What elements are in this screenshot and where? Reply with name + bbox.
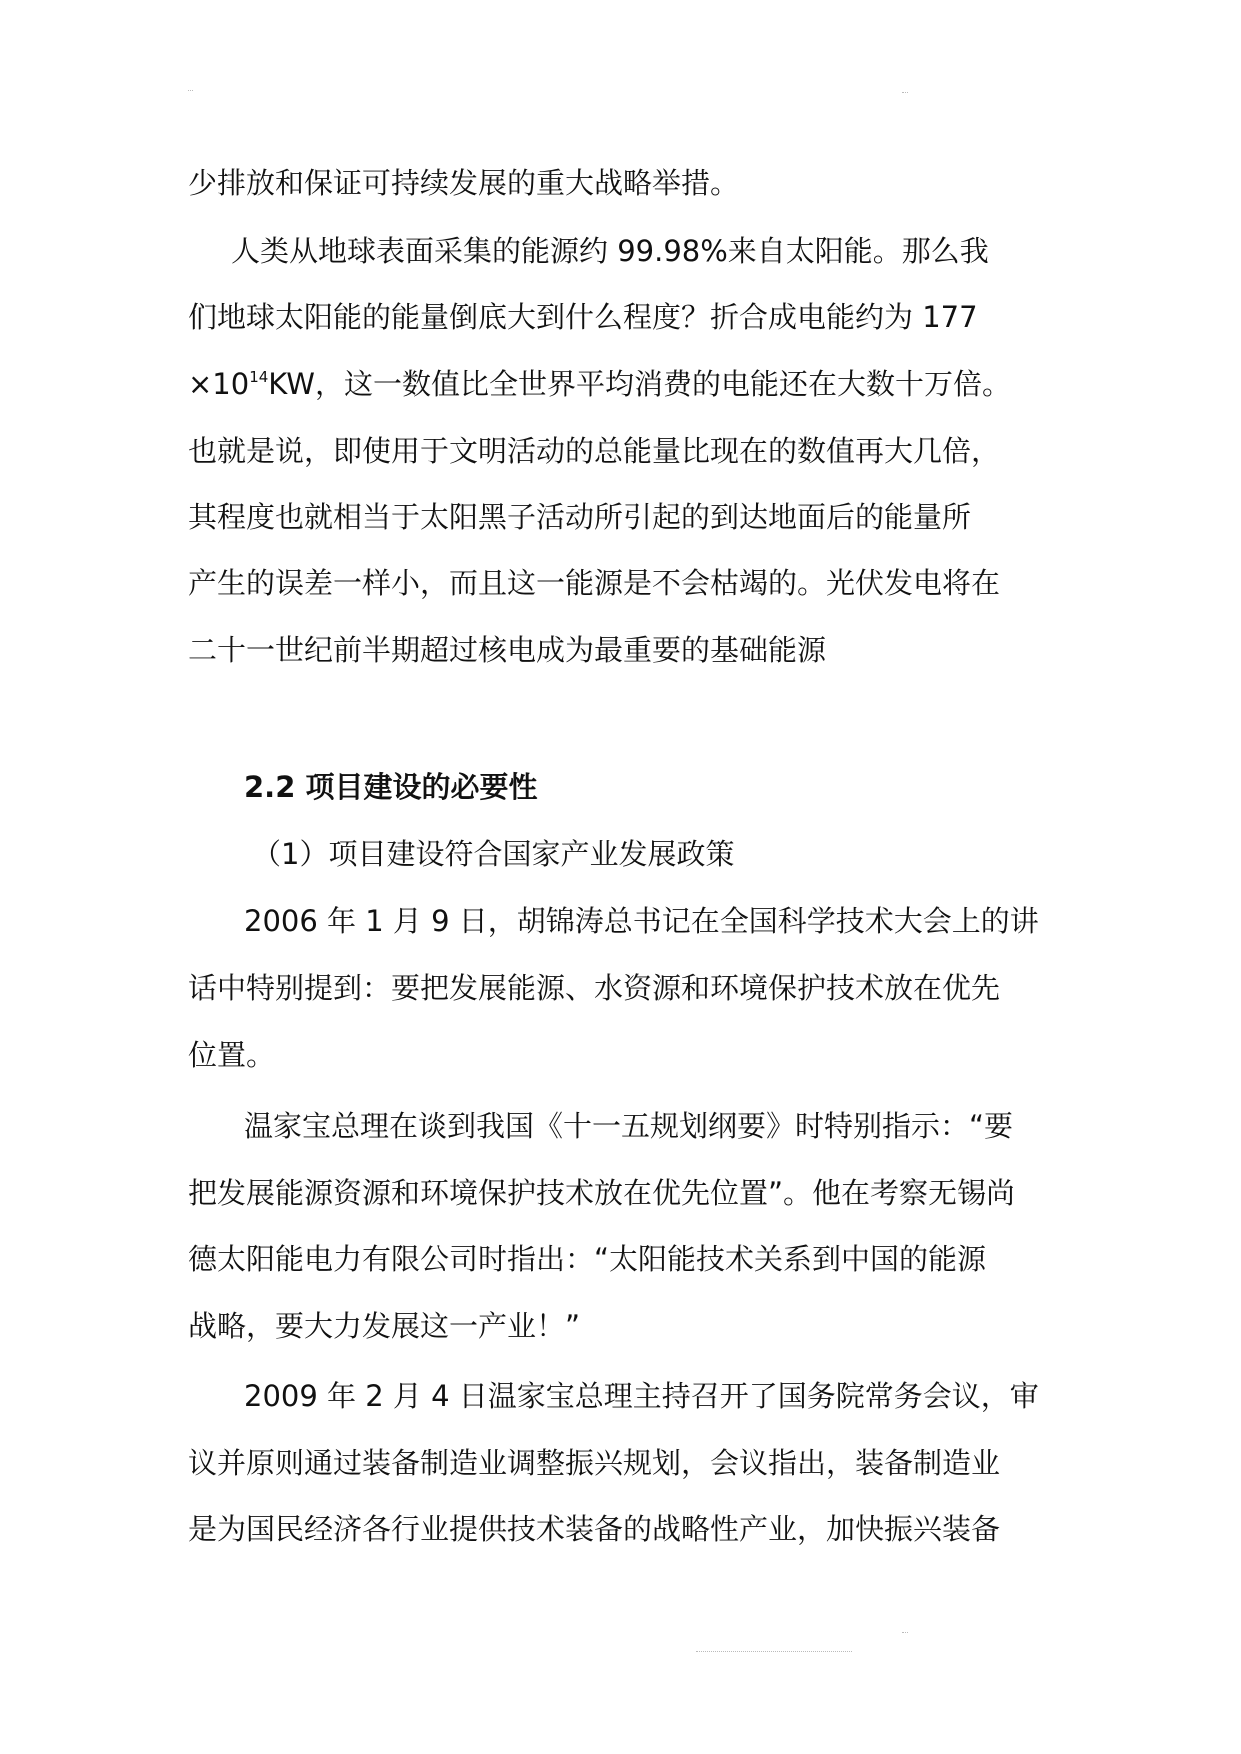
solar-line-2: 们地球太阳能的能量倒底大到什么程度？折合成电能约为 177 bbox=[188, 300, 978, 334]
p2009-line-2: 议并原则通过装备制造业调整振兴规划，会议指出，装备制造业 bbox=[188, 1446, 1001, 1480]
footer-mark-right bbox=[902, 1632, 908, 1633]
subsection-heading: （1）项目建设符合国家产业发展政策 bbox=[252, 837, 735, 871]
solar-line-1: 人类从地球表面采集的能源约 99.98%来自太阳能。那么我 bbox=[231, 234, 989, 268]
wen-line-1: 温家宝总理在谈到我国《十一五规划纲要》时特别指示：“要 bbox=[244, 1109, 1014, 1143]
intro-line-1: 少排放和保证可持续发展的重大战略举措。 bbox=[188, 166, 740, 200]
footer-dotted-rule bbox=[696, 1651, 852, 1652]
solar-line-3-post: KW，这一数值比全世界平均消费的电能还在大数十万倍。 bbox=[268, 367, 1011, 401]
solar-line-7: 二十一世纪前半期超过核电成为最重要的基础能源 bbox=[188, 633, 827, 667]
solar-line-6: 产生的误差一样小，而且这一能源是不会枯竭的。光伏发电将在 bbox=[188, 566, 1001, 600]
p2006-line-2: 话中特别提到：要把发展能源、水资源和环境保护技术放在优先 bbox=[188, 971, 1001, 1005]
solar-line-3-pre: ×10 bbox=[188, 367, 250, 401]
header-mark-left bbox=[188, 90, 193, 91]
p2006-line-3: 位置。 bbox=[188, 1038, 276, 1072]
solar-line-5: 其程度也就相当于太阳黑子活动所引起的到达地面后的能量所 bbox=[188, 500, 972, 534]
wen-line-3: 德太阳能电力有限公司时指出：“太阳能技术关系到中国的能源 bbox=[188, 1242, 987, 1276]
solar-line-3 bbox=[188, 364, 1011, 404]
wen-line-4: 战略，要大力发展这一产业！” bbox=[188, 1309, 581, 1343]
p2006-line-1: 2006 年 1 月 9 日，胡锦涛总书记在全国科学技术大会上的讲 bbox=[244, 904, 1039, 938]
solar-line-4: 也就是说，即使用于文明活动的总能量比现在的数值再大几倍， bbox=[188, 434, 1001, 468]
exponent: 14 bbox=[249, 368, 269, 386]
header-mark-right bbox=[902, 92, 908, 93]
p2009-line-1: 2009 年 2 月 4 日温家宝总理主持召开了国务院常务会议，审 bbox=[244, 1379, 1039, 1413]
wen-line-2: 把发展能源资源和环境保护技术放在优先位置”。他在考察无锡尚 bbox=[188, 1176, 1016, 1210]
section-heading: 2.2 项目建设的必要性 bbox=[244, 770, 538, 804]
p2009-line-3: 是为国民经济各行业提供技术装备的战略性产业，加快振兴装备 bbox=[188, 1512, 1001, 1546]
